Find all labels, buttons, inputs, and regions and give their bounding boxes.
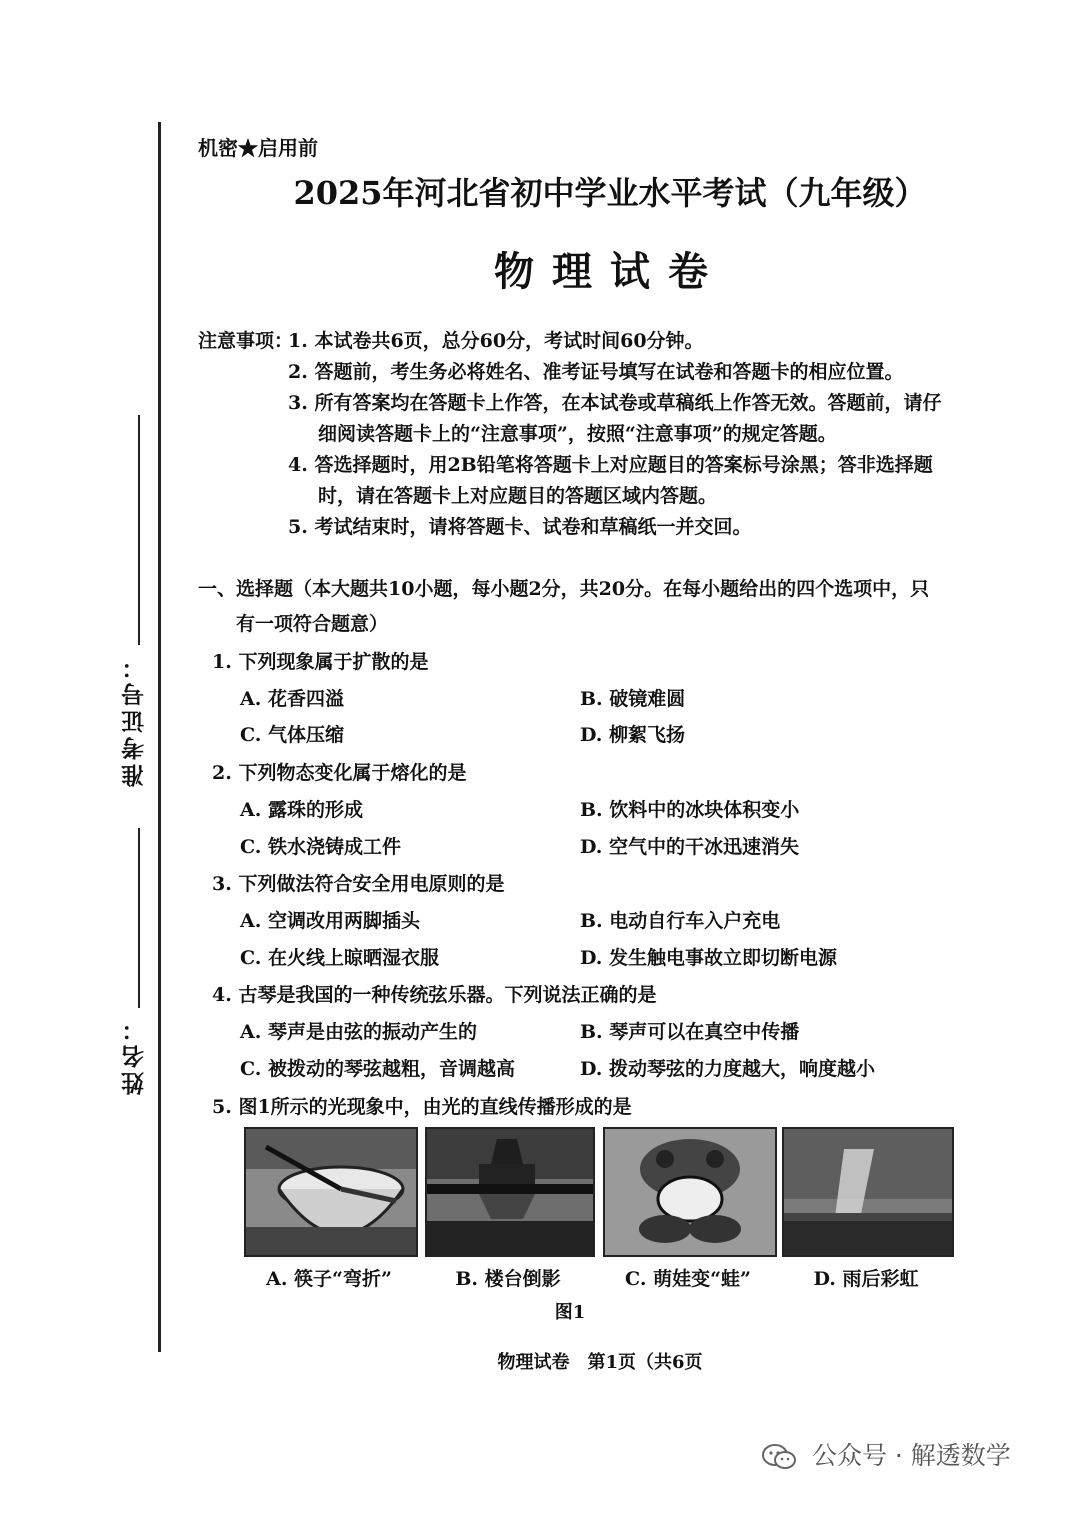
id-write-line-top — [138, 415, 140, 645]
wechat-icon — [762, 1443, 796, 1471]
figure-label: 图1 — [554, 1302, 586, 1323]
option-b: B. 电动自行车入户充电 — [580, 910, 781, 932]
option-d: D. 空气中的干冰迅速消失 — [580, 836, 800, 858]
option-d: D. 发生触电事故立即切断电源 — [580, 947, 838, 969]
id-number-label: 准考证号： — [121, 652, 148, 787]
option-d: D. 拨动琴弦的力度越大，响度越小 — [580, 1058, 876, 1080]
figure-caption-b: B. 楼台倒影 — [455, 1268, 561, 1290]
figure-caption-c: C. 萌娃变“蛙” — [625, 1268, 751, 1290]
option-a: A. 露珠的形成 — [240, 799, 363, 821]
option-a: A. 琴声是由弦的振动产生的 — [240, 1021, 477, 1043]
option-d: D. 柳絮飞扬 — [580, 724, 686, 746]
question-stem: 2. 下列物态变化属于熔化的是 — [212, 762, 467, 784]
baby-frog-photo — [603, 1127, 777, 1257]
option-c: C. 铁水浇铸成工件 — [240, 836, 402, 858]
option-b: B. 琴声可以在真空中传播 — [580, 1021, 800, 1043]
section-heading: 一、选择题（本大题共10小题，每小题2分，共20分。在每小题给出的四个选项中，只 — [198, 578, 930, 600]
note-line: 4. 答选择题时，用2B铅笔将答题卡上对应题目的答案标号涂黑；答非选择题 — [288, 454, 933, 476]
subject-title: 物理试卷 — [494, 248, 726, 295]
figure-caption-a: A. 筷子“弯折” — [266, 1268, 392, 1290]
watermark — [762, 1436, 1011, 1472]
note-line: 时，请在答题卡上对应题目的答题区域内答题。 — [318, 485, 718, 507]
watermark-text: 公众号 · 解透数学 — [811, 1441, 1011, 1470]
question-stem: 3. 下列做法符合安全用电原则的是 — [212, 873, 505, 895]
section-heading-cont: 有一项符合题意） — [236, 613, 389, 635]
note-line: 细阅读答题卡上的“注意事项”，按照“注意事项”的规定答题。 — [318, 423, 837, 445]
exam-title: 2025年河北省初中学业水平考试（九年级） — [293, 174, 927, 212]
rainbow-photo — [782, 1127, 954, 1257]
notes-label: 注意事项： — [198, 330, 294, 352]
confidential-mark: 机密★启用前 — [198, 136, 318, 160]
figure-caption-d: D. 雨后彩虹 — [813, 1268, 919, 1290]
tower-reflection-photo — [425, 1127, 595, 1257]
chopsticks-bowl-photo — [244, 1127, 418, 1257]
option-b: B. 破镜难圆 — [580, 688, 686, 710]
question-stem: 4. 古琴是我国的一种传统弦乐器。下列说法正确的是 — [212, 984, 657, 1006]
question-stem: 1. 下列现象属于扩散的是 — [212, 651, 429, 673]
option-a: A. 花香四溢 — [240, 688, 344, 710]
note-line: 1. 本试卷共6页，总分60分，考试时间60分钟。 — [288, 330, 704, 352]
option-c: C. 在火线上晾晒湿衣服 — [240, 947, 440, 969]
note-line: 5. 考试结束时，请将答题卡、试卷和草稿纸一并交回。 — [288, 516, 752, 538]
id-write-line-bottom — [138, 828, 140, 1008]
option-c: C. 气体压缩 — [240, 724, 345, 746]
option-c: C. 被拨动的琴弦越粗，音调越高 — [240, 1058, 516, 1080]
option-a: A. 空调改用两脚插头 — [240, 910, 420, 932]
name-label: 姓名： — [121, 1014, 148, 1095]
note-line: 3. 所有答案均在答题卡上作答，在本试卷或草稿纸上作答无效。答题前，请仔 — [288, 392, 942, 414]
note-line: 2. 答题前，考生务必将姓名、准考证号填写在试卷和答题卡的相应位置。 — [288, 361, 904, 383]
option-b: B. 饮料中的冰块体积变小 — [580, 799, 800, 821]
question-stem: 5. 图1所示的光现象中，由光的直线传播形成的是 — [212, 1096, 632, 1118]
binding-line — [158, 122, 161, 1352]
page-footer: 物理试卷 第1页（共6页 — [497, 1352, 703, 1373]
